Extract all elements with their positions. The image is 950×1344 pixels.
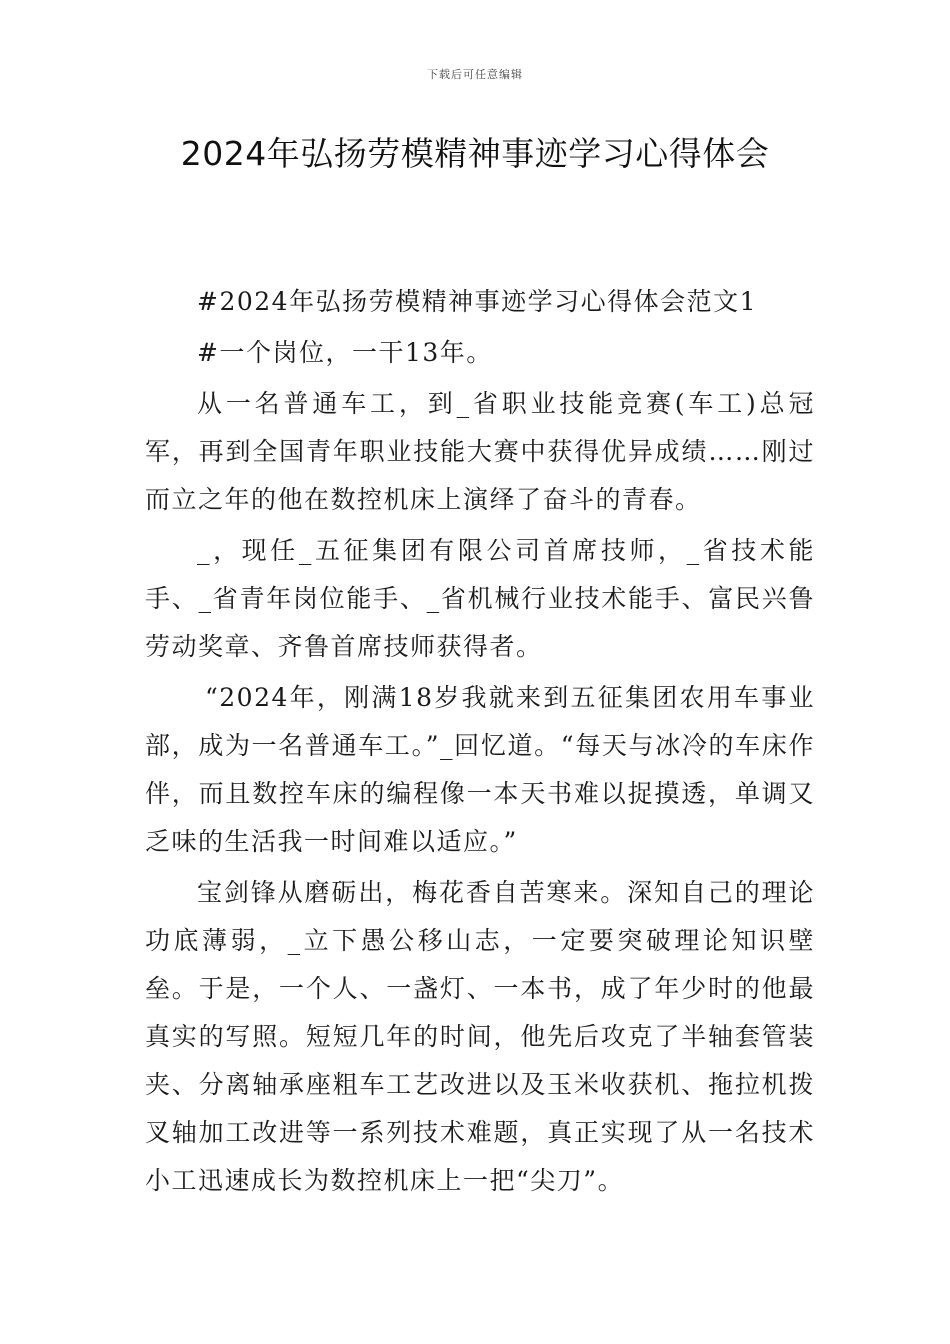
paragraph-lead: #一个岗位，一干13年。 (197, 338, 493, 367)
document-title: 2024年弘扬劳模精神事迹学习心得体会 (180, 134, 770, 173)
paragraph-quote: “2024年，刚满18岁我就来到五征集团农用车事业部，成为一名普通车工。”_回忆道。“每天与冰冷的车床作伴，而且数控车床的编程像一本天书难以捉摸透，单调又乏味的生活我一时间难以适应。” (145, 683, 815, 856)
paragraph: 宝剑锋从磨砺出，梅花香自苦寒来。深知自己的理论功底薄弱，_立下愚公移山志，一定要突破理论知识壁垒。于是，一个人、一盏灯、一本书，成了年少时的他最真实的写照。短短几年的时间，他先后攻克了半轴套管装夹、分离轴承座粗车工艺改进以及玉米收获机、拖拉机拨叉轴加工改进等一系列技术难题，真正实现了从一名技术小工迅速成长为数控机床上一把“尖刀”。 (145, 878, 815, 1195)
header-note: 下载后可任意编辑 (427, 68, 523, 81)
document-body (145, 278, 815, 1208)
paragraph: 从一名普通车工，到_省职业技能竞赛(车工)总冠军，再到全国青年职业技能大赛中获得优异成绩……刚过而立之年的他在数控机床上演绎了奋斗的青春。 (145, 389, 815, 514)
paragraph: _，现任_五征集团有限公司首席技师，_省技术能手、_省青年岗位能手、_省机械行业技术能手、富民兴鲁劳动奖章、齐鲁首席技师获得者。 (145, 536, 815, 661)
paragraph-subtitle: #2024年弘扬劳模精神事迹学习心得体会范文1 (197, 287, 757, 316)
